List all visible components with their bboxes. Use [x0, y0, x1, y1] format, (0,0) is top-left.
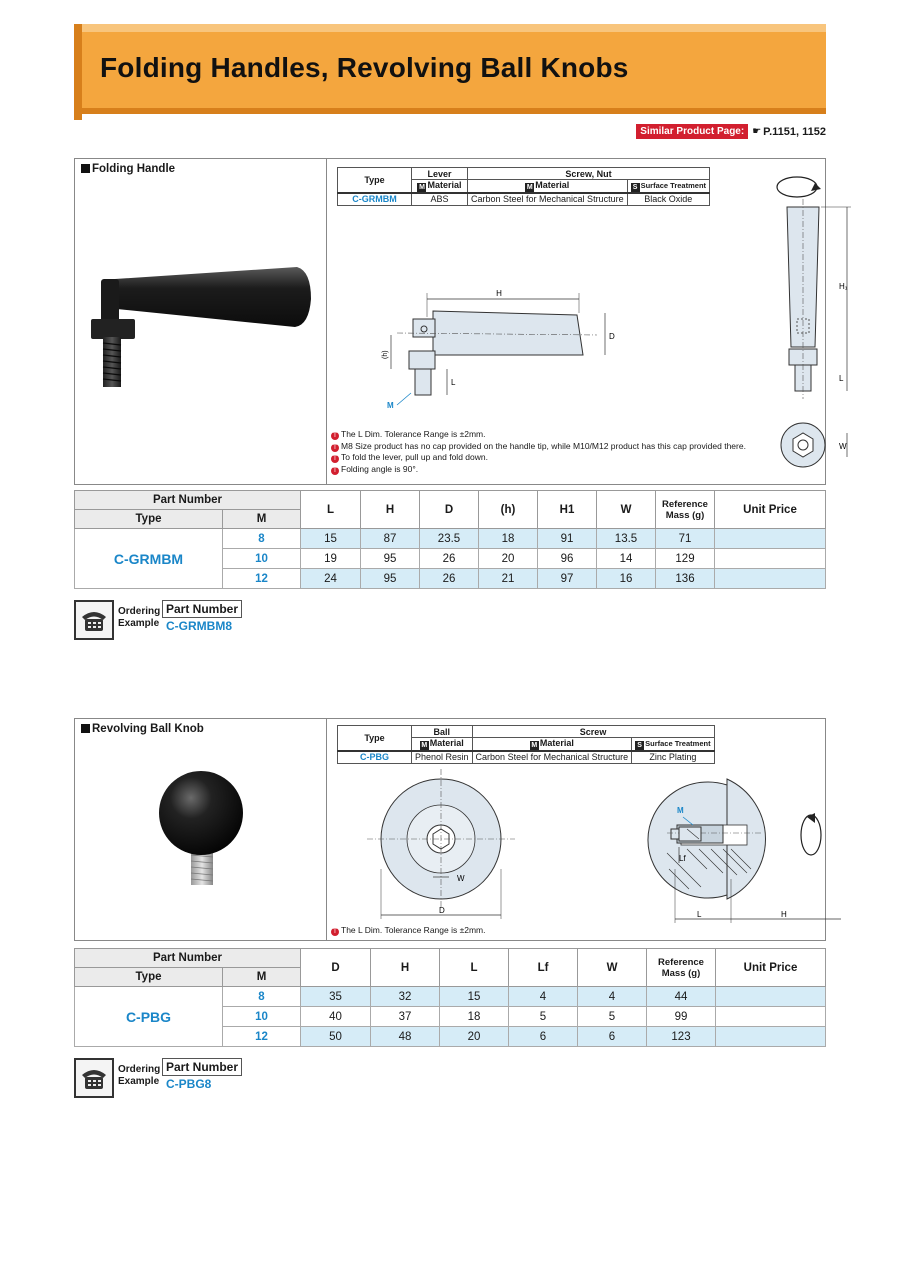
- cell-mass: 136: [656, 569, 715, 589]
- dim-label-h: H: [781, 910, 787, 919]
- similar-product-link[interactable]: [636, 124, 826, 139]
- ball-ordering-example: [74, 1058, 242, 1098]
- cell-l: 24: [301, 569, 361, 589]
- similar-product-tag: Similar Product Page:: [636, 124, 748, 139]
- cell-d: 26: [420, 549, 479, 569]
- col-header-h1: H1: [538, 491, 597, 529]
- note-item: T The L Dim. Tolerance Range is ±2mm.: [331, 429, 746, 441]
- col-header-mass: Reference Mass (g): [647, 949, 716, 987]
- material-badge-icon: M: [526, 184, 533, 191]
- col-header-w: W: [578, 949, 647, 987]
- col-header-mass: Reference Mass (g): [656, 491, 715, 529]
- spec-type-header: Type: [338, 168, 412, 194]
- cell-mass: 71: [656, 529, 715, 549]
- ball-knob-title: Revolving Ball Knob: [81, 723, 204, 735]
- note-icon: T: [331, 432, 339, 440]
- page-reference-icon: ☛: [752, 126, 762, 137]
- ball-knob-photo: [75, 719, 327, 942]
- m-header: M: [223, 510, 301, 529]
- note-item: T Folding angle is 90°.: [331, 464, 746, 476]
- spec-ball-material-value: Phenol Resin: [412, 751, 473, 763]
- cell-h1: 96: [538, 549, 597, 569]
- material-badge-icon: M: [421, 742, 428, 749]
- phone-order-icon: [74, 600, 114, 640]
- ordering-part-number-value: C-GRMBM8: [166, 619, 232, 633]
- dim-label-l: L: [451, 378, 456, 387]
- dim-label-h1: H₁: [839, 282, 848, 291]
- m-header: M: [223, 968, 301, 987]
- cell-h: 87: [361, 529, 420, 549]
- dim-label-d: D: [609, 332, 615, 341]
- cell-l: 18: [440, 1007, 509, 1027]
- cell-h: 95: [361, 569, 420, 589]
- cell-lf: 6: [509, 1027, 578, 1047]
- folding-handle-section: [74, 158, 848, 485]
- dim-label-l2: L: [839, 374, 844, 383]
- ordering-part-number-label: Part Number: [162, 600, 242, 618]
- spec-screw-material-value: Carbon Steel for Mechanical Structure: [472, 751, 632, 763]
- spec-lever-material-header: M Material: [412, 180, 468, 194]
- spec-surface-value: Zinc Plating: [632, 751, 714, 763]
- col-header-l: L: [440, 949, 509, 987]
- dim-label-l: L: [697, 910, 702, 919]
- col-header-d: D: [301, 949, 371, 987]
- banner-shadow: [74, 24, 82, 120]
- dim-label-h: H: [496, 289, 502, 298]
- cell-h: 48: [371, 1027, 440, 1047]
- cell-h-paren: 20: [479, 549, 538, 569]
- surface-badge-icon: S: [631, 183, 640, 192]
- cell-h1: 97: [538, 569, 597, 589]
- cell-lf: 4: [509, 987, 578, 1007]
- note-item: T To fold the lever, pull up and fold down.: [331, 452, 746, 464]
- cell-w: 16: [597, 569, 656, 589]
- ordering-label-line1: Ordering: [118, 1064, 161, 1075]
- ball-knob-section: [74, 718, 826, 941]
- material-badge-icon: M: [531, 742, 538, 749]
- note-icon: T: [331, 928, 339, 936]
- col-header-unit-price: Unit Price: [715, 491, 826, 529]
- similar-product-pages[interactable]: P.1151, 1152: [763, 125, 826, 138]
- dim-label-m: M: [387, 401, 394, 410]
- header-banner: [74, 24, 826, 120]
- page-title: Folding Handles, Revolving Ball Knobs: [100, 52, 629, 83]
- folding-notes: [331, 429, 746, 475]
- cell-unit-price: [715, 529, 826, 549]
- col-header-h-paren: (h): [479, 491, 538, 529]
- surface-badge-icon: S: [635, 741, 644, 750]
- m-value: 10: [223, 549, 301, 569]
- note-icon: T: [331, 467, 339, 475]
- ball-notes: [331, 925, 486, 937]
- dim-label-d: D: [439, 906, 445, 915]
- cell-h-paren: 18: [479, 529, 538, 549]
- m-value: 12: [223, 569, 301, 589]
- col-header-d: D: [420, 491, 479, 529]
- spec-screw-header: Screw: [472, 726, 714, 738]
- type-value: C-GRMBM: [75, 529, 223, 589]
- col-header-lf: Lf: [509, 949, 578, 987]
- cell-d: 35: [301, 987, 371, 1007]
- folding-handle-title: Folding Handle: [81, 163, 175, 175]
- spec-screw-material-header: M Material: [472, 738, 632, 752]
- folding-handle-photo-panel: [75, 159, 327, 484]
- m-value: 10: [223, 1007, 301, 1027]
- cell-d: 26: [420, 569, 479, 589]
- spec-lever-header: Lever: [412, 168, 468, 180]
- ball-knob-drawing: [327, 719, 827, 942]
- col-header-w: W: [597, 491, 656, 529]
- note-item: T The L Dim. Tolerance Range is ±2mm.: [331, 925, 486, 937]
- cell-unit-price: [716, 1027, 826, 1047]
- m-value: 8: [223, 529, 301, 549]
- cell-h-paren: 21: [479, 569, 538, 589]
- table-row: [75, 987, 826, 1007]
- folding-ordering-example: [74, 600, 242, 640]
- cell-lf: 5: [509, 1007, 578, 1027]
- phone-order-icon: [74, 1058, 114, 1098]
- ordering-part-number-box: [162, 600, 242, 633]
- ordering-example-label: [118, 1064, 161, 1088]
- cell-d: 23.5: [420, 529, 479, 549]
- dim-label-h-paren: (h): [382, 350, 389, 359]
- banner-highlight: [82, 24, 826, 32]
- cell-l: 19: [301, 549, 361, 569]
- type-header: Type: [75, 968, 223, 987]
- dim-label-m: M: [677, 806, 684, 815]
- cell-d: 50: [301, 1027, 371, 1047]
- dim-label-w: W: [457, 874, 465, 883]
- note-icon: T: [331, 455, 339, 463]
- ordering-part-number-value: C-PBG8: [166, 1077, 212, 1091]
- cell-h: 95: [361, 549, 420, 569]
- spec-lever-material-value: ABS: [412, 193, 468, 205]
- dim-label-lf: Lf: [679, 854, 686, 863]
- m-value: 12: [223, 1027, 301, 1047]
- cell-d: 40: [301, 1007, 371, 1027]
- ordering-label-line1: Ordering: [118, 606, 161, 617]
- cell-w: 14: [597, 549, 656, 569]
- col-header-h: H: [371, 949, 440, 987]
- dim-label-w: W: [839, 442, 847, 451]
- ball-knob-photo-panel: [75, 719, 327, 940]
- spec-ball-header: Ball: [412, 726, 473, 738]
- ordering-example-label: [118, 606, 161, 630]
- folding-handle-photo: [75, 159, 327, 486]
- cell-h1: 91: [538, 529, 597, 549]
- cell-unit-price: [716, 987, 826, 1007]
- spec-type-header: Type: [338, 726, 412, 752]
- cell-h: 37: [371, 1007, 440, 1027]
- ball-dimension-table: [74, 948, 826, 1047]
- m-value: 8: [223, 987, 301, 1007]
- spec-ball-material-header: M Material: [412, 738, 473, 752]
- cell-mass: 123: [647, 1027, 716, 1047]
- spec-screw-material-value: Carbon Steel for Mechanical Structure: [468, 193, 628, 205]
- material-badge-icon: M: [419, 184, 425, 191]
- spec-surface-value: Black Oxide: [627, 193, 709, 205]
- col-header-unit-price: Unit Price: [716, 949, 826, 987]
- spec-type-value: C-GRMBM: [338, 193, 412, 205]
- cell-w: 6: [578, 1027, 647, 1047]
- part-number-header: Part Number: [75, 491, 301, 510]
- cell-mass: 44: [647, 987, 716, 1007]
- ordering-label-line2: Example: [118, 618, 160, 629]
- cell-l: 15: [440, 987, 509, 1007]
- spec-type-value: C-PBG: [338, 751, 412, 763]
- cell-l: 20: [440, 1027, 509, 1047]
- type-header: Type: [75, 510, 223, 529]
- cell-unit-price: [715, 569, 826, 589]
- ordering-label-line2: Example: [118, 1076, 160, 1087]
- cell-w: 4: [578, 987, 647, 1007]
- cell-unit-price: [716, 1007, 826, 1027]
- col-header-l: L: [301, 491, 361, 529]
- spec-surface-header: S Surface Treatment: [627, 180, 709, 194]
- spec-screw-material-header: M Material: [468, 180, 628, 194]
- cell-w: 13.5: [597, 529, 656, 549]
- col-header-h: H: [361, 491, 420, 529]
- cell-mass: 129: [656, 549, 715, 569]
- table-row: [75, 529, 826, 549]
- note-item: T M8 Size product has no cap provided on the handle tip, while M10/M12 product has this cap provided there.: [331, 441, 746, 453]
- spec-screw-header: Screw, Nut: [468, 168, 710, 180]
- type-value: C-PBG: [75, 987, 223, 1047]
- cell-unit-price: [715, 549, 826, 569]
- note-icon: T: [331, 444, 339, 452]
- ordering-part-number-label: Part Number: [162, 1058, 242, 1076]
- cell-mass: 99: [647, 1007, 716, 1027]
- spec-surface-header: S Surface Treatment: [632, 738, 714, 752]
- ordering-part-number-box: [162, 1058, 242, 1091]
- cell-l: 15: [301, 529, 361, 549]
- cell-h: 32: [371, 987, 440, 1007]
- cell-w: 5: [578, 1007, 647, 1027]
- folding-dimension-table: [74, 490, 826, 589]
- part-number-header: Part Number: [75, 949, 301, 968]
